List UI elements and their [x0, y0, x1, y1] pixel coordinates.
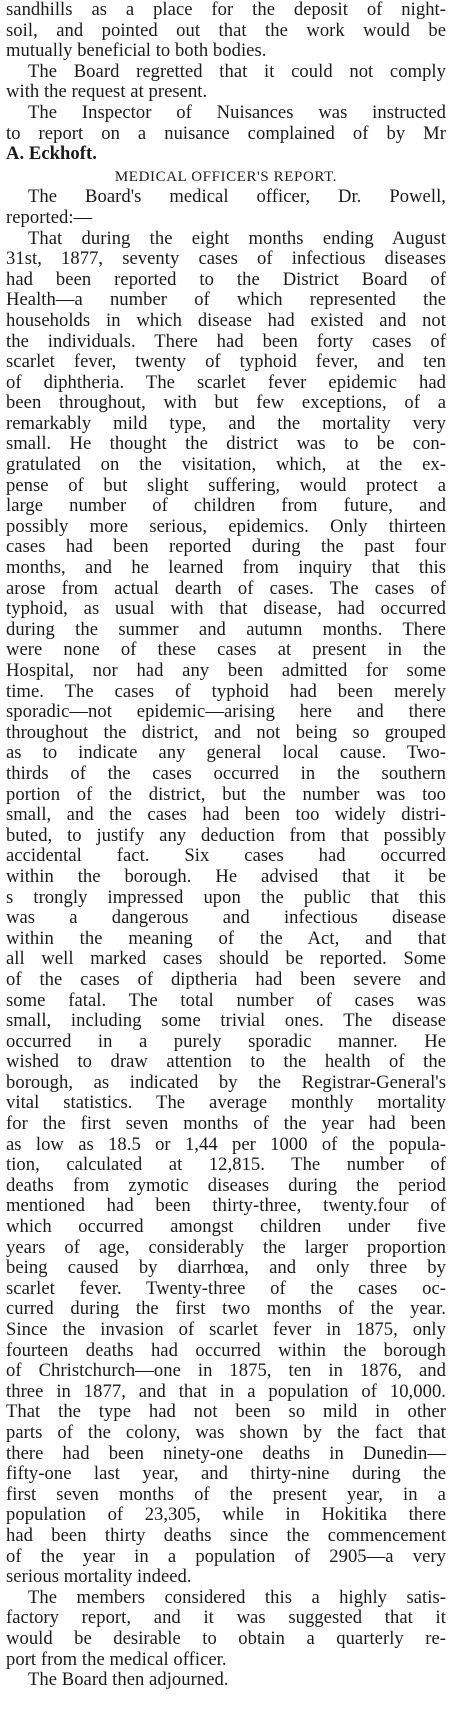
text-line: sporadic—not epidemic—arising here and there	[6, 701, 446, 723]
text-line: of the year in a population of 2905—a very	[6, 1545, 446, 1567]
text-line: had been thirty deaths since the commencement	[6, 1524, 446, 1546]
text-line: small, and the cases had been too widely distri-	[6, 804, 446, 826]
text-line: The Inspector of Nuisances was instructed	[28, 101, 446, 123]
text-line: tion, calculated at 12,815. The number of	[6, 1154, 446, 1176]
text-line: fourteen deaths had occurred within the borough	[6, 1339, 446, 1361]
paragraph-inspector-nuisances	[6, 103, 446, 165]
text-line: small. He thought the district was to be con-	[6, 433, 446, 455]
text-line: as low as 18.5 or 1,44 per 1000 of the popula-	[6, 1133, 446, 1155]
text-line: The Board then adjourned.	[28, 1669, 229, 1691]
text-line: remarkably mild type, and the mortality very	[6, 412, 446, 434]
text-line: households in which disease had existed and not	[6, 309, 446, 331]
text-line: would be desirable to obtain a quarterly re-	[6, 1627, 446, 1649]
text-line: curred during the first two months of the year.	[6, 1298, 446, 1320]
text-line: had been reported to the District Board of	[6, 268, 446, 290]
paragraph-members-response	[6, 1588, 446, 1670]
text-line: for the first seven months of the year had been	[6, 1113, 446, 1135]
text-line: reported:—	[6, 206, 93, 228]
text-line: cases had been reported during the past four	[6, 536, 446, 558]
paragraph-nightsoil	[6, 0, 446, 62]
text-line: wished to draw attention to the health of the	[6, 1051, 446, 1073]
text-line: Hospital, nor had any been admitted for some	[6, 660, 446, 681]
text-line: The Board's medical officer, Dr. Powell,	[28, 186, 446, 208]
paragraph-report-body	[6, 229, 446, 1588]
text-line: mentioned had been thirty-three, twenty.four of	[6, 1195, 446, 1217]
text-line: three in 1877, and that in a population of 10,000.	[6, 1380, 446, 1402]
text-line: arose from actual dearth of cases. The cases of	[6, 577, 446, 599]
text-line: Health—a number of which represented the	[6, 289, 446, 311]
text-line: fifty-one last year, and thirty-nine during the	[6, 1463, 446, 1485]
text-line: vital statistics. The average monthly mortality	[6, 1092, 446, 1114]
text-line: large number of children from future, and	[6, 495, 446, 517]
text-line: serious mortality indeed.	[6, 1566, 192, 1588]
text-line: of diphtheria. The scarlet fever epidemic had	[6, 371, 446, 393]
paragraph-adjourned	[6, 1670, 446, 1691]
paragraph-report-intro	[6, 187, 446, 228]
text-line: first seven months of the present year, in a	[6, 1483, 446, 1505]
text-line: as to indicate any general local cause. Two-	[6, 742, 446, 764]
text-line: port from the medical officer.	[6, 1648, 227, 1670]
text-line: deaths from zymotic diseases during the period	[6, 1174, 446, 1196]
text-line: occurred in a purely sporadic manner. He	[6, 1030, 446, 1052]
text-line: accidental fact. Six cases had occurred	[6, 845, 446, 867]
text-line: pense of but slight suffering, would protect a	[6, 474, 446, 496]
text-line: buted, to justify any deduction from that possibly	[6, 824, 446, 846]
text-line: being caused by diarrhœa, and only three by	[6, 1257, 446, 1279]
text-line: That the type had not been so mild in other	[6, 1401, 446, 1423]
text-line: possibly more serious, epidemics. Only thirteen	[6, 515, 446, 537]
text-line: scarlet fever. Twenty-three of the cases oc-	[6, 1277, 446, 1299]
text-line: time. The cases of typhoid had been merely	[6, 680, 446, 702]
text-line: gratulated on the visitation, which, at the ex-	[6, 454, 446, 476]
text-line: small, including some trivial ones. The disease	[6, 1010, 446, 1032]
text-line: s trongly impressed upon the public that this	[6, 886, 446, 908]
text-line: months, and he learned from inquiry that this	[6, 557, 446, 579]
text-line: some fatal. The total number of cases was	[6, 989, 446, 1011]
text-line: Since the invasion of scarlet fever in 1875, only	[6, 1319, 446, 1340]
text-line: typhoid, as usual with that disease, had occurred	[6, 598, 446, 620]
text-line: scarlet fever, twenty of typhoid fever, and ten	[6, 351, 446, 373]
text-line: borough, as indicated by the Registrar-General's	[6, 1071, 446, 1093]
text-line: within the borough. He advised that it be	[6, 865, 446, 887]
text-line: thirds of the cases occurred in the southern	[6, 762, 446, 784]
text-line: to report on a nuisance complained of by Mr	[6, 122, 446, 144]
text-line: parts of the colony, was shown by the fact that	[6, 1421, 446, 1443]
newspaper-column	[6, 0, 446, 1691]
text-line: portion of the district, but the number was too	[6, 783, 446, 805]
text-line: been throughout, with but few exceptions, of a	[6, 392, 446, 414]
text-line: was a dangerous and infectious disease	[6, 907, 446, 929]
text-line: with the request at present.	[6, 81, 208, 103]
text-line: during the summer and autumn months. There	[6, 618, 446, 640]
text-line: sandhills as a place for the deposit of night-	[6, 0, 446, 20]
text-line: years of age, considerably the larger proportion	[6, 1236, 446, 1258]
text-line: The members considered this a highly satis-	[28, 1586, 446, 1608]
text-line: were none of these cases at present in the	[6, 639, 446, 661]
text-line: That during the eight months ending August	[28, 227, 446, 249]
text-line: all well marked cases should be reported. Some	[6, 948, 446, 970]
paragraph-board-regret	[6, 62, 446, 103]
text-line: of Christchurch—one in 1875, ten in 1876, and	[6, 1360, 446, 1382]
text-line: within the meaning of the Act, and that	[6, 927, 446, 949]
text-line: which occurred amongst children under five	[6, 1216, 446, 1238]
section-heading: MEDICAL OFFICER'S REPORT.	[114, 168, 338, 185]
text-line: mutually beneficial to both bodies.	[6, 40, 267, 62]
text-line: The Board regretted that it could not comply	[28, 60, 446, 82]
text-line: the individuals. There had been forty cases of	[6, 330, 446, 352]
text-line: 31st, 1877, seventy cases of infectious diseases	[6, 248, 446, 270]
text-line: factory report, and it was suggested that it	[6, 1607, 446, 1629]
complainant-name: A. Eckhoft.	[6, 143, 97, 165]
text-line: soil, and pointed out that the work would be	[6, 19, 446, 41]
text-line: there had been ninety-one deaths in Dunedin—	[6, 1442, 446, 1464]
text-line: population of 23,305, while in Hokitika there	[6, 1504, 446, 1526]
text-line: throughout the district, and not being so grouped	[6, 721, 446, 743]
text-line: of the cases of diptheria had been severe and	[6, 968, 446, 990]
